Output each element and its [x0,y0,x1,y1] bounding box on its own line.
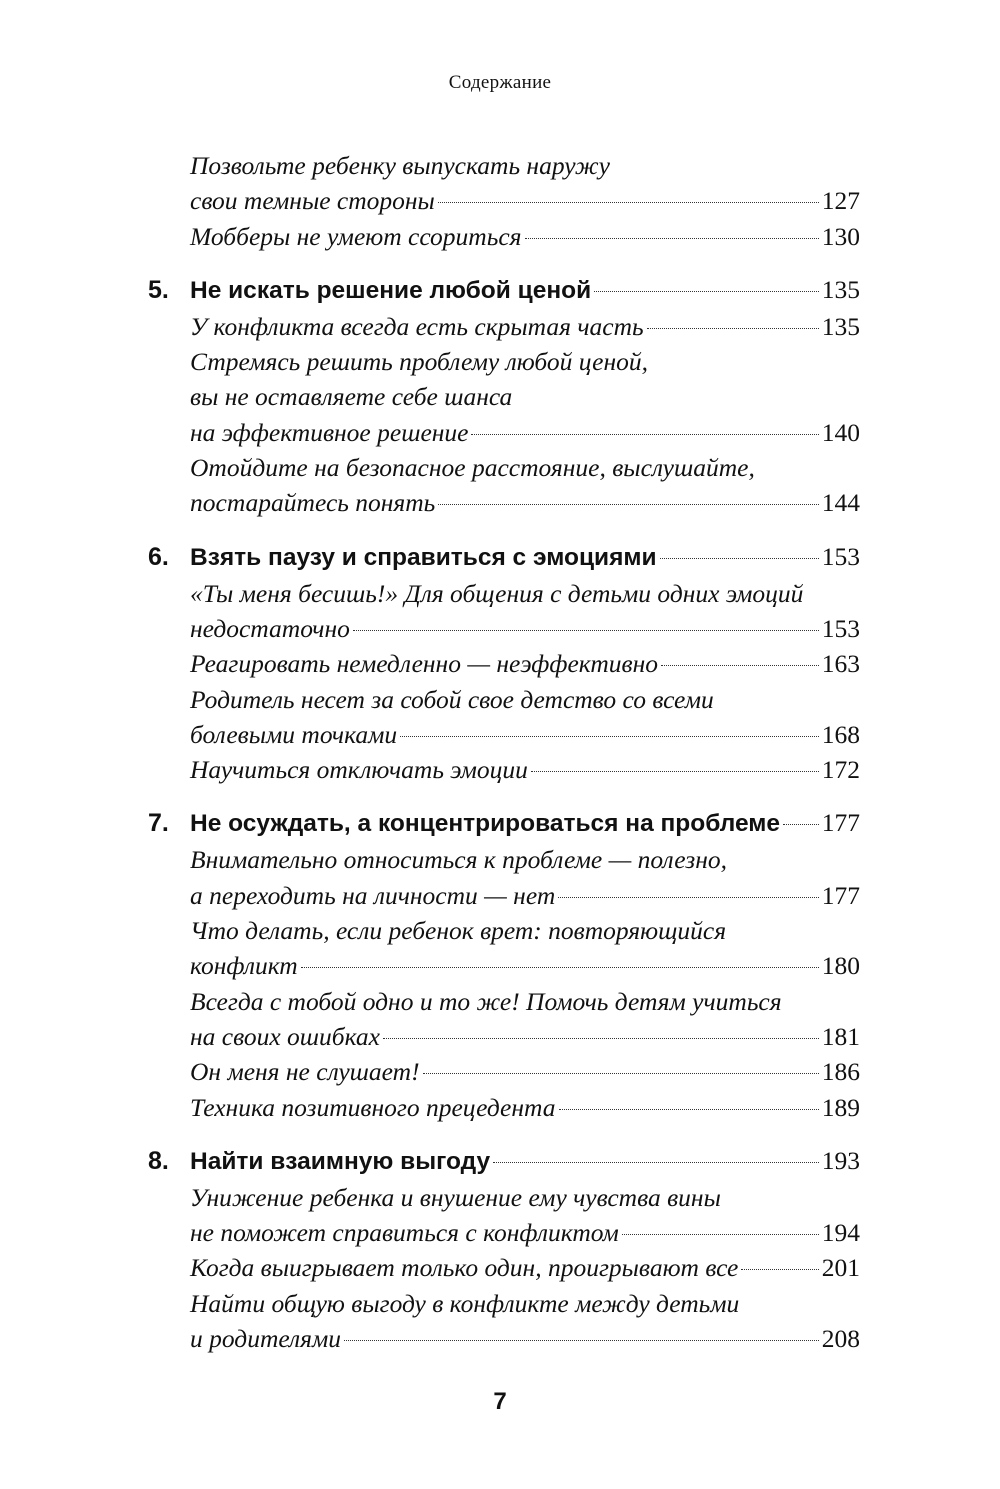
title-last-line [190,272,860,309]
entry-title [190,272,860,309]
title-line: Найти взаимную выгоду [190,1147,491,1175]
toc-section-entry [148,1054,860,1089]
toc-section-entry [148,450,860,521]
toc-section-entry [148,913,860,984]
title-last-line [190,948,860,983]
title-last-line [190,752,860,787]
toc-section-entry [148,984,860,1055]
dot-leader [594,291,819,292]
title-last-line [190,539,860,576]
title-line: на эффективное решение [190,417,469,447]
toc-section-entry [148,752,860,787]
page-number: 7 [493,1388,507,1415]
entry-title [190,646,860,681]
toc-section-entry [148,344,860,450]
title-line: Что делать, если ребенок врет: повторяющийся [190,916,727,946]
dot-leader [438,504,818,505]
title-line: Внимательно относиться к проблеме — полезно, [190,845,727,875]
page-ref: 144 [821,488,860,518]
title-line: не поможет справиться с конфликтом [190,1218,619,1248]
dot-leader [383,1038,819,1039]
entry-title [190,450,860,521]
page-ref: 135 [821,274,860,304]
toc-chapter-entry [148,1143,860,1180]
title-last-line [190,878,860,913]
title-last-line [190,1321,860,1356]
chapter-number: 8. [148,1146,169,1175]
title-last-line [190,1090,860,1125]
title-last-line [190,1054,860,1089]
dot-leader [493,1162,819,1163]
title-line: на своих ошибках [190,1021,380,1051]
page-ref: 208 [821,1324,860,1354]
title-line: Мобберы не умеют ссориться [190,221,522,251]
toc-section-entry [148,576,860,647]
toc-section-entry [148,219,860,254]
entry-title [190,1143,860,1180]
dot-leader [525,238,819,239]
title-line: Научиться отключать эмоции [190,755,528,785]
title-line: конфликт [190,951,298,981]
title-line: Не осуждать, а концентрироваться на проблеме [190,810,781,838]
page-ref: 201 [821,1253,860,1283]
title-last-line [190,1143,860,1180]
entry-title [190,344,860,450]
dot-leader [301,967,819,968]
page-ref: 186 [821,1057,860,1087]
dot-leader [661,665,819,666]
title-last-line [190,1250,860,1285]
dot-leader [558,897,819,898]
title-line: Взять паузу и справиться с эмоциями [190,543,657,571]
entry-title [190,576,860,647]
toc-section-entry [148,842,860,913]
title-last-line [190,309,860,344]
dot-leader [622,1234,819,1235]
toc-section-entry [148,309,860,344]
toc-section-entry [148,1090,860,1125]
entry-title [190,682,860,753]
page-ref: 153 [821,613,860,643]
entry-title [190,1286,860,1357]
title-line: У конфликта всегда есть скрытая часть [190,311,644,341]
entry-title [190,1054,860,1089]
dot-leader [660,558,819,559]
title-last-line [190,485,860,520]
page-ref: 194 [821,1218,860,1248]
chapter-number: 6. [148,542,169,571]
page-ref: 193 [821,1145,860,1175]
entry-title [190,752,860,787]
dot-leader [423,1073,819,1074]
page-ref: 172 [821,755,860,785]
entry-title [190,309,860,344]
title-line: Найти общую выгоду в конфликте между детьми [190,1288,740,1318]
title-last-line [190,219,860,254]
dot-leader [783,824,819,825]
title-last-line [190,646,860,681]
table-of-contents [148,148,860,1356]
dot-leader [647,328,819,329]
title-line: Стремясь решить проблему любой ценой, [190,347,648,377]
title-line: «Ты меня бесишь!» Для общения с детьми одних эмоций [190,578,804,608]
title-line: свои темные стороны [190,186,435,216]
page-ref: 180 [821,951,860,981]
toc-section-entry [148,148,860,219]
title-line: Унижение ребенка и внушение ему чувства вины [190,1182,721,1212]
page-ref: 153 [821,541,860,571]
dot-leader [471,434,818,435]
title-last-line [190,717,860,752]
page-ref: 168 [821,719,860,749]
page-ref: 177 [821,880,860,910]
title-line: Реагировать немедленно — неэффективно [190,649,658,679]
dot-leader [559,1109,819,1110]
entry-title [190,984,860,1055]
title-last-line [190,611,860,646]
toc-section-entry [148,682,860,753]
title-line: постарайтесь понять [190,488,436,518]
title-line: Позвольте ребенку выпускать наружу [190,151,610,180]
page-ref: 127 [821,186,860,216]
title-last-line [190,805,860,842]
toc-section-entry [148,1286,860,1357]
entry-title [190,148,860,219]
running-header: Содержание [448,72,552,93]
dot-leader [438,202,819,203]
dot-leader [353,630,819,631]
chapter-number: 5. [148,275,169,304]
toc-section-entry [148,1180,860,1251]
chapter-number: 7. [148,809,169,838]
entry-title [190,842,860,913]
page-ref: 140 [821,417,860,447]
dot-leader [741,1269,818,1270]
page-ref: 177 [821,808,860,838]
page-ref: 181 [821,1021,860,1051]
page-ref: 130 [821,221,860,251]
page-ref: 189 [821,1092,860,1122]
title-line: и родителями [190,1324,342,1354]
entry-title [190,219,860,254]
title-line: Отойдите на безопасное расстояние, выслушайте, [190,453,755,483]
dot-leader [400,736,819,737]
entry-title [190,539,860,576]
title-line: а переходить на личности — нет [190,880,556,910]
title-line: Техника позитивного прецедента [190,1092,556,1122]
title-line: Он меня не слушает! [190,1057,420,1087]
title-line: Родитель несет за собой свое детство со всеми [190,684,714,714]
title-line: Всегда с тобой одно и то же! Помочь детям учиться [190,986,782,1016]
dot-leader [344,1340,819,1341]
entry-title [190,805,860,842]
entry-title [190,1090,860,1125]
page-ref: 135 [821,311,860,341]
title-line: вы не оставляете себе шанса [190,382,513,412]
title-line: недостаточно [190,613,350,643]
toc-chapter-entry [148,272,860,309]
toc-section-entry [148,646,860,681]
toc-chapter-entry [148,539,860,576]
entry-title [190,1180,860,1251]
title-last-line [190,1019,860,1054]
entry-title [190,913,860,984]
title-last-line [190,415,860,450]
dot-leader [531,771,819,772]
toc-chapter-entry [148,805,860,842]
entry-title [190,1250,860,1285]
toc-section-entry [148,1250,860,1285]
title-last-line [190,1215,860,1250]
title-line: болевыми точками [190,719,398,749]
title-line: Когда выигрывает только один, проигрывают все [190,1253,739,1283]
title-last-line [190,183,860,218]
page-ref: 163 [821,649,860,679]
title-line: Не искать решение любой ценой [190,276,592,304]
